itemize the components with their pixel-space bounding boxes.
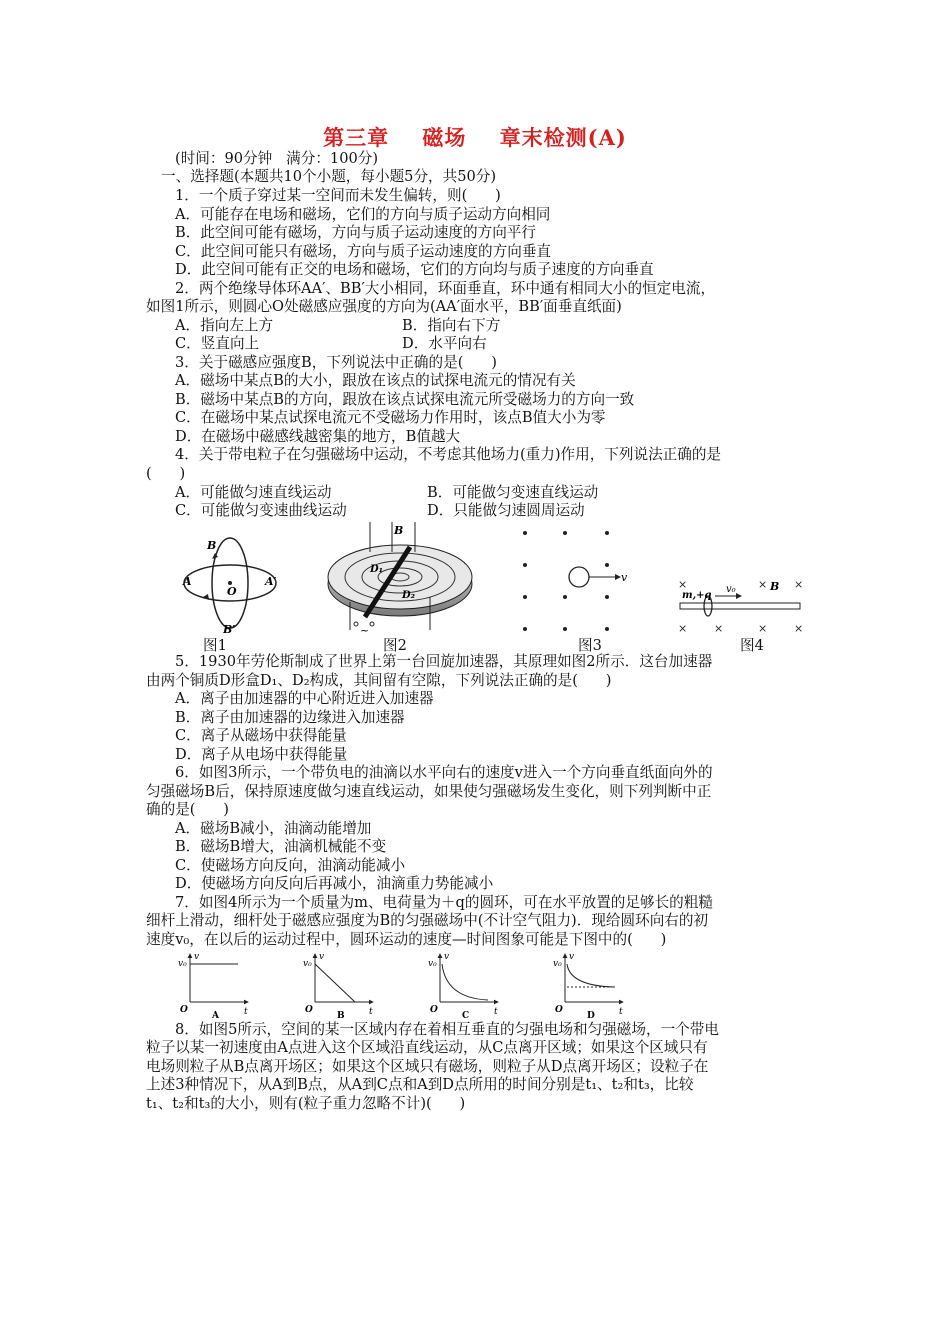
q6-stem-line1: 6．如图3所示，一个带负电的油滴以水平向右的速度v进入一个方向垂直纸面向外的 bbox=[175, 764, 713, 781]
svg-text:D: D bbox=[587, 1011, 595, 1020]
svg-text:v: v bbox=[444, 952, 450, 962]
svg-text:×: × bbox=[758, 578, 768, 591]
q8-stem-line2: 粒子以某一初速度由A点进入这个区域沿直线运动，从C点离开区域；如果这个区域只有 bbox=[146, 1039, 708, 1056]
svg-text:v: v bbox=[319, 952, 325, 962]
figure-3-oil-drop bbox=[515, 525, 635, 635]
q6-option-b: B．磁场B增大，油滴机械能不变 bbox=[175, 838, 387, 855]
svg-text:v₀: v₀ bbox=[428, 959, 437, 969]
q8-stem-line4: 上述3种情况下，从A到B点，从A到C点和A到D点所用的时间分别是t₁、t₂和t₃，比较 bbox=[146, 1076, 694, 1093]
q1-stem: 1．一个质子穿过某一空间而未发生偏转，则( ) bbox=[175, 187, 501, 204]
figure-1-caption: 图1 bbox=[203, 637, 227, 654]
q1-option-d: D．此空间可能有正交的电场和磁场，它们的方向均与质子速度的方向垂直 bbox=[175, 261, 654, 278]
svg-text:t: t bbox=[369, 1007, 373, 1017]
q4-stem-line2: ( ) bbox=[146, 465, 186, 482]
q7-stem-line1: 7．如图4所示为一个质量为m、电荷量为＋q的圆环，可在水平放置的足够长的粗糙 bbox=[175, 894, 713, 911]
q5-option-d: D．离子从电场中获得能量 bbox=[175, 746, 348, 763]
fig1-label-a-prime: A′ bbox=[265, 575, 277, 588]
q6-option-a: A．磁场B减小，油滴动能增加 bbox=[175, 820, 372, 837]
svg-text:×: × bbox=[714, 622, 724, 634]
q2-option-d: D．水平向右 bbox=[402, 335, 487, 352]
fig3-label-v: v bbox=[621, 571, 628, 584]
svg-text:v₀: v₀ bbox=[553, 959, 562, 969]
vt-graph-options bbox=[170, 950, 650, 1020]
q4-option-a: A．可能做匀速直线运动 bbox=[175, 484, 332, 501]
q4-option-b: B．可能做匀变速直线运动 bbox=[427, 484, 599, 501]
page-title: 第三章 磁场 章末检测(A) bbox=[323, 125, 627, 150]
fig1-label-a: A bbox=[183, 575, 192, 588]
q6-stem-line2: 匀强磁场B后，保持原速度做匀速直线运动，如果使匀强磁场发生变化，则下列判断中正 bbox=[146, 783, 712, 800]
svg-text:B: B bbox=[337, 1011, 345, 1020]
q3-option-a: A．磁场中某点B的大小，跟放在该点的试探电流元的情况有关 bbox=[175, 372, 576, 389]
svg-text:×: × bbox=[758, 622, 768, 634]
q6-option-d: D．使磁场方向反向后再减小，油滴重力势能减小 bbox=[175, 875, 494, 892]
svg-text:t: t bbox=[619, 1007, 623, 1017]
fig4-label-v0: v₀ bbox=[726, 584, 736, 595]
q8-stem-line1: 8．如图5所示，空间的某一区域内存在着相互垂直的匀强电场和匀强磁场，一个带电 bbox=[175, 1021, 719, 1038]
q3-stem: 3．关于磁感应强度B，下列说法中正确的是( ) bbox=[175, 354, 497, 371]
q2-stem-line1: 2．两个绝缘导体环AA′、BB′大小相同，环面垂直，环中通有相同大小的恒定电流， bbox=[175, 280, 716, 297]
q1-option-a: A．可能存在电场和磁场，它们的方向与质子运动方向相同 bbox=[175, 206, 551, 223]
fig1-label-b-prime: B′ bbox=[223, 623, 236, 636]
svg-text:v₀: v₀ bbox=[178, 959, 187, 969]
q3-option-c: C．在磁场中某点试探电流元不受磁场力作用时，该点B值大小为零 bbox=[175, 409, 606, 426]
q2-option-b: B．指向右下方 bbox=[402, 317, 501, 334]
svg-text:×: × bbox=[794, 578, 804, 591]
vt-graph-b bbox=[303, 952, 373, 1020]
q5-option-b: B．离子由加速器的边缘进入加速器 bbox=[175, 709, 405, 726]
svg-text:v: v bbox=[194, 952, 200, 962]
q8-stem-line5: t₁、t₂和t₃的大小，则有(粒子重力忽略不计)( ) bbox=[146, 1095, 466, 1112]
q5-stem-line2: 由两个铜质D形盒D₁、D₂构成，其间留有空隙，下列说法正确的是( ) bbox=[146, 672, 612, 689]
svg-text:v₀: v₀ bbox=[303, 959, 312, 969]
q1-option-b: B．此空间可能有磁场，方向与质子运动速度的方向平行 bbox=[175, 224, 536, 241]
q5-option-c: C．离子从磁场中获得能量 bbox=[175, 727, 347, 744]
q5-stem-line1: 5．1930年劳伦斯制成了世界上第一台回旋加速器，其原理如图2所示．这台加速器 bbox=[175, 653, 713, 670]
svg-text:A: A bbox=[212, 1011, 219, 1020]
q6-option-c: C．使磁场方向反向，油滴动能减小 bbox=[175, 857, 406, 874]
figure-2-cyclotron bbox=[310, 522, 475, 637]
q5-option-a: A．离子由加速器的中心附近进入加速器 bbox=[175, 690, 434, 707]
svg-text:t: t bbox=[494, 1007, 498, 1017]
fig1-label-o: O bbox=[227, 585, 237, 598]
svg-text:O: O bbox=[430, 1005, 438, 1015]
figure-2-caption: 图2 bbox=[383, 637, 407, 654]
figure-4-caption: 图4 bbox=[740, 637, 764, 654]
svg-text:t: t bbox=[244, 1007, 248, 1017]
q2-stem-line2: 如图1所示，则圆心O处磁感应强度的方向为(AA′面水平，BB′面垂直纸面) bbox=[146, 298, 622, 315]
svg-text:v: v bbox=[569, 952, 575, 962]
q1-option-c: C．此空间可能只有磁场，方向与质子运动速度的方向垂直 bbox=[175, 243, 552, 260]
q2-option-c: C．竖直向上 bbox=[175, 335, 260, 352]
fig2-label-b: B bbox=[394, 524, 404, 537]
q7-stem-line2: 细杆上滑动，细杆处于磁感应强度为B的匀强磁场中(不计空气阻力)．现给圆环向右的初 bbox=[146, 912, 709, 929]
figure-4-ring-rod bbox=[670, 572, 815, 634]
fig2-label-d2: D₂ bbox=[402, 590, 416, 601]
fig2-label-ac: ~ bbox=[360, 624, 370, 637]
vt-graph-c bbox=[428, 952, 498, 1020]
svg-text:O: O bbox=[555, 1005, 563, 1015]
fig4-label-mq: m,+q bbox=[682, 590, 712, 601]
fig1-label-b: B bbox=[207, 539, 217, 552]
q7-stem-line3: 速度v₀，在以后的运动过程中，圆环运动的速度—时间图象可能是下图中的( ) bbox=[146, 931, 667, 948]
svg-text:O: O bbox=[180, 1005, 188, 1015]
svg-text:×: × bbox=[678, 622, 688, 634]
q4-option-d: D．只能做匀速圆周运动 bbox=[427, 502, 585, 519]
vt-graph-d bbox=[553, 952, 623, 1020]
q2-option-a: A．指向左上方 bbox=[175, 317, 274, 334]
q3-option-b: B．磁场中某点B的方向，跟放在该点试探电流元所受磁场力的方向一致 bbox=[175, 391, 635, 408]
exam-meta: (时间：90分钟 满分：100分) bbox=[175, 150, 379, 167]
figure-3-caption: 图3 bbox=[578, 637, 602, 654]
svg-text:×: × bbox=[678, 578, 688, 591]
svg-text:C: C bbox=[462, 1011, 470, 1020]
fig2-label-d1: D₁ bbox=[370, 564, 384, 575]
svg-text:O: O bbox=[305, 1005, 313, 1015]
figure-1-rings bbox=[175, 525, 285, 637]
q8-stem-line3: 电场则粒子从B点离开场区；如果这个区域只有磁场，则粒子从D点离开场区；设粒子在 bbox=[146, 1058, 709, 1075]
svg-text:×: × bbox=[794, 622, 804, 634]
vt-graph-a bbox=[178, 952, 248, 1020]
q4-stem-line1: 4．关于带电粒子在匀强磁场中运动，不考虑其他场力(重力)作用，下列说法正确的是 bbox=[175, 446, 722, 463]
section-heading: 一、选择题(本题共10个小题，每小题5分，共50分) bbox=[161, 168, 497, 185]
q3-option-d: D．在磁场中磁感线越密集的地方，B值越大 bbox=[175, 428, 461, 445]
fig4-label-b: B bbox=[770, 580, 780, 593]
q4-option-c: C．可能做匀变速曲线运动 bbox=[175, 502, 347, 519]
q6-stem-line3: 确的是( ) bbox=[146, 801, 230, 818]
